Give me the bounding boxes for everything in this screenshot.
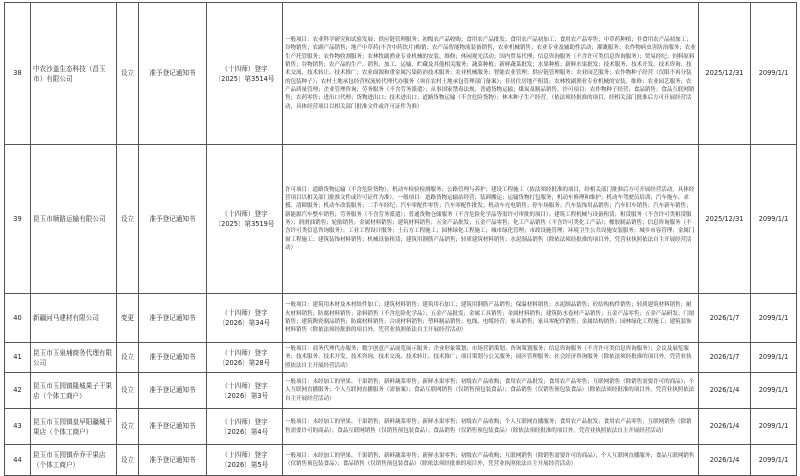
registration-type: 变更 (117, 294, 139, 343)
business-scope: 一般项目：未经加工的坚果、干果销售；新鲜蔬菜零售；新鲜水果零售；初级农产品收购；互联网销售（除销售需要许可的商品）；个人互联网直播服务；食品互联网销售（仅销售预包装食品）；食品销售（仅销售预包装食品）（除依法须经批准的项目外，凭营业执照依法自主开展经营活动） (283, 445, 699, 476)
entity-name: 昆玉市玉园镇乔乔干果店（个体工商户） (31, 445, 117, 476)
document-code: （十四师）登字〔2026〕第4号 (207, 409, 283, 445)
valid-until-date: 2099/1/1 (751, 3, 797, 145)
table-row (5, 409, 797, 445)
entity-name: 昆玉市玉泉埔商务代理有限公司 (31, 343, 117, 373)
row-number: 41 (5, 343, 31, 373)
table-row (5, 145, 797, 294)
decision-date: 2025/12/31 (699, 145, 751, 294)
registration-type: 设立 (117, 343, 139, 373)
valid-until-date: 2099/1/1 (751, 409, 797, 445)
table-row (5, 294, 797, 343)
valid-until-date: 2099/1/1 (751, 145, 797, 294)
decision-date: 2026/1/4 (699, 445, 751, 476)
document-code: （十四师）登字〔2026〕第5号 (207, 445, 283, 476)
document-type: 准予登记通知书 (139, 409, 207, 445)
document-type: 准予登记通知书 (139, 294, 207, 343)
row-number: 43 (5, 409, 31, 445)
business-scope: 一般项目：商务代理代办服务；数字创意产品展览展示服务；企业形象策划；市场营销策划；咨询策划服务；信息咨询服务（不含许可类信息咨询服务）；会议及展览服务；技术服务、技术开发、技术咨询、技术交流、技术转让、技术推广；项目策划与公关服务；园区管理服务；社会经济咨询服务（除依法须经批准的项目外，凭营业执照依法自主开展经营活动） (283, 343, 699, 373)
document-code: （十四师）登字〔2026〕第3号 (207, 373, 283, 409)
decision-date: 2026/1/7 (699, 294, 751, 343)
decision-date: 2025/12/31 (699, 3, 751, 145)
decision-date: 2026/1/4 (699, 373, 751, 409)
entity-name: 新疆河马建材有限公司 (31, 294, 117, 343)
registration-type: 设立 (117, 145, 139, 294)
document-type: 准予登记通知书 (139, 445, 207, 476)
decision-date: 2026/1/4 (699, 409, 751, 445)
registration-table (4, 2, 797, 476)
row-number: 39 (5, 145, 31, 294)
business-scope: 许可项目：道路货物运输（不含危险货物）；机动车检验检测服务；公路管理与养护；建设工程施工（依法须经批准的项目，经相关部门批准后方可开展经营活动，具体经营项目以相关部门批准文件或许可证件为准）。一般项目：道路货物运输站经营；装卸搬运；运输货物打包服务；机动车修理和维护；机动车驾驶员培训；汽车拖车、求援、清障服务；机动车改装服务；二手车经纪；汽车零配件零售；汽车零配件批发；机动车充电销售；停车场服务；汽车装饰用品销售；汽车旧车销售；汽车新车销售；新能源汽车整车销售；劳务服务（不含劳务派遣）；普通货物仓储服务（不含危险化学品等需许可审批的项目）；建筑工程机械与设备租赁；租赁服务（不含许可类租赁服务）；润滑油销售；轮胎销售；金属材料销售；建筑材料销售；五金产品批发；五金产品零售；化工产品销售（不含许可类化工产品）；橡胶制品销售；信息咨询服务（不含许可类信息咨询服务）；工业工程设计服务；土石方工程施工；园林绿化工程施工；城市绿化管理；市政设施管理；环境卫生公共设施安装服务；城乡市容管理；金属门窗工程施工；建筑装饰材料销售；机械设备租赁；建筑用钢筋产品销售；轻质建筑材料销售；水泥制品销售（除依法须经批准的项目外，凭营业执照依法自主开展经营活动） (283, 145, 699, 294)
business-scope: 一般项目：建筑用木材及木材组件加工；建筑材料销售；建筑用石加工；建筑用钢筋产品销售；保温材料销售；水泥制品销售；砼结构构件销售；轻质建筑材料销售；耐火材料销售；防腐材料销售；涂料销售（不含危险化学品）；五金产品批发；金属工具销售；金属材料销售；建筑防水卷材产品销售；五金产品零售；五金产品研发；门窗销售；建筑陶瓷制品销售；防腐材料销售；合成材料销售；塑料制品销售；电线、电缆经营；家具销售；家具零配件销售；金属结构销售；园林绿化工程施工；建筑装饰材料销售（除依法须经批准的项目外，凭营业执照依法自主开展经营活动） (283, 294, 699, 343)
document-type: 准予登记通知书 (139, 3, 207, 145)
valid-until-date: 2099/1/1 (751, 343, 797, 373)
entity-name: 中农沙盖生态科技（昌玉市）有限公司 (31, 3, 117, 145)
registration-type: 设立 (117, 373, 139, 409)
table-row (5, 445, 797, 476)
business-scope: 一般项目：未经加工的坚果、干果销售；新鲜蔬菜零售；新鲜水果零售；初级农产品收购；个人互联网直播服务；食用农产品批发；食用农产品零售；互联网销售（除销售需要许可的商品）；食品互联网销售（仅销售预包装食品）；食品销售（仅销售预包装食品）（除依法须经批准的项目外，凭营业执照依法自主开展经营活动） (283, 409, 699, 445)
document-code: （十四师）登字〔2026〕第34号 (207, 294, 283, 343)
row-number: 44 (5, 445, 31, 476)
entity-name: 昆玉市顺路运输有限公司 (31, 145, 117, 294)
row-number: 40 (5, 294, 31, 343)
registration-type: 设立 (117, 3, 139, 145)
business-scope: 一般项目：未经加工的坚果、干果销售；新鲜蔬菜零售；新鲜水果零售；初级农产品收购；食用农产品批发；食用农产品零售；互联网销售（除销售需要许可的商品）；个人互联网直播服务；个人互联网直播服务（需备案）；食品互联网销售（仅销售预包装食品）；食品销售（仅销售预包装食品）（除依法须经批准的项目外，凭营业执照依法自主开展经营活动） (283, 373, 699, 409)
document-code: （十四师）登字〔2026〕第28号 (207, 343, 283, 373)
table-row (5, 373, 797, 409)
document-type: 准予登记通知书 (139, 373, 207, 409)
row-number: 42 (5, 373, 31, 409)
valid-until-date: 2099/1/1 (751, 294, 797, 343)
table-row (5, 343, 797, 373)
decision-date: 2026/1/7 (699, 343, 751, 373)
business-scope: 一般项目：农业科学研究和试验发展；供应链管理服务；初级农产品收购；食用农产品批发；食用农产品初加工；食用农产品零售；中草药种植；非食用农产品初加工；谷物销售；农副产品销售；地产中草药(不含中药饮片)购销；农产品智能物流装备销售；农业机械销售；农业专业及辅助性活动；灌溉服务；农作物病虫害防治服务；农业生产托管服务；农作物收割服务；农林牧副渔业专业机械的安装、维修；休闲观光活动；国内贸易代理；信息咨询服务（不含许可类信息咨询服务）；贸易经纪；饲料原料销售；谷物销售；农产品的生产、销售、加工、运输、贮藏及其他相关服务；蔬菜种植；新鲜蔬菜批发；水果种植；新鲜水果批发；技术服务、技术开发、技术咨询、技术交流、技术转让、技术推广；农业面源和重金属污染防治技术服务；农业机械服务；智能农业管理；供应链管理服务；农业园艺服务；农作物种子经营（仅限不再分装的包装种子）；农村土地承包经营权流转代理代办服务（须在农村土地承包管理部门备案）；非居住房地产租赁；农林牧副渔业专业机械的安装、维修；农业园艺服务；农产品质量管理；企业管理咨询；劳务服务（不含劳务派遣）；从事国家禁毒法规、普通货物运输；煤炭及制品销售。许可项目：农作物种子经营；食品销售；食品互联网销售；农药零售；进出口代理；货物进出口；技术进出口；道路货物运输（不含危险货物）；林木种子生产经营。（依法须经批准的项目，经相关部门批准后方可开展经营活动，具体经营项目以相关部门批准文件或许可证件为准） (283, 3, 699, 145)
document-type: 准予登记通知书 (139, 145, 207, 294)
table-row (5, 3, 797, 145)
document-type: 准予登记通知书 (139, 343, 207, 373)
registration-type: 设立 (117, 409, 139, 445)
registration-type: 设立 (117, 445, 139, 476)
document-code: （十四师）登字〔2025〕第3514号 (207, 3, 283, 145)
row-number: 38 (5, 3, 31, 145)
entity-name: 昆玉市玉园镇皇早阳疆城干果店（个体工商户） (31, 409, 117, 445)
valid-until-date: 2099/1/1 (751, 373, 797, 409)
valid-until-date: 2099/1/1 (751, 445, 797, 476)
entity-name: 昆玉市玉园镇隆城果子干果店（个体工商户） (31, 373, 117, 409)
document-code: （十四师）登字〔2025〕第3519号 (207, 145, 283, 294)
